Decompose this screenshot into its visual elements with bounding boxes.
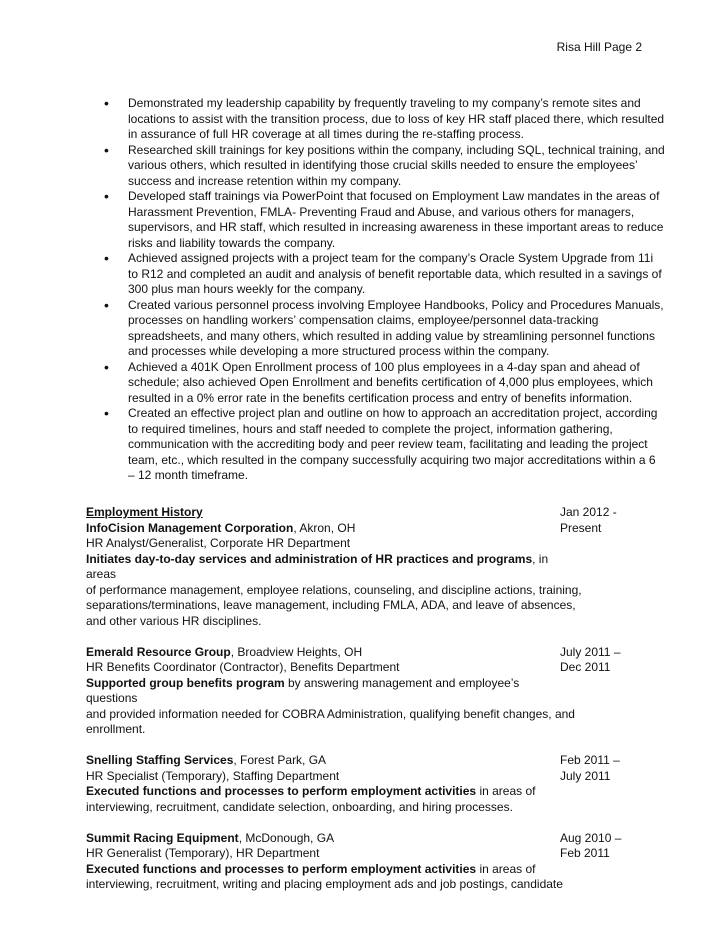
job-entry — [86, 505, 646, 629]
accomplishment-line: – 12 month timeframe. — [128, 468, 249, 482]
job-summary-bold: Executed functions and processes to perform employment activities — [86, 861, 477, 876]
job-role: HR Specialist (Temporary), Staffing Department — [86, 768, 340, 783]
job-summary — [86, 784, 566, 800]
accomplishment-item — [104, 297, 664, 360]
accomplishment-line: to required timelines, hours and staff needed to complete the project, information gathering, — [128, 421, 613, 436]
company-line — [86, 521, 556, 537]
job-dates — [560, 505, 650, 536]
company-name: InfoCision Management Corporation — [86, 520, 294, 535]
accomplishment-line: • Developed staff trainings via PowerPoint that focused on Employment Law mandates in the areas of — [128, 189, 660, 203]
company-location: , Forest Park, GA — [233, 753, 327, 767]
job-summary — [86, 552, 566, 583]
accomplishment-item — [104, 251, 662, 298]
job-date-start: Jan 2012 - — [560, 505, 617, 519]
job-date-end: Present — [560, 520, 602, 535]
job-date-end: Feb 2011 — [560, 846, 610, 860]
accomplishment-item — [104, 359, 653, 407]
accomplishment-line: and processes while developing a more structured process within the company. — [128, 344, 550, 358]
page-header: Risa Hill Page 2 — [556, 40, 642, 54]
accomplishment-line: locations to assist with the transition process, due to loss of key HR staff placed there, which resulted — [128, 111, 665, 126]
accomplishment-line: • Created an effective project plan and outline on how to approach an accreditation project, according — [128, 406, 658, 420]
job-date-start: July 2011 – — [560, 644, 621, 659]
accomplishment-line: success and increase retention within my company. — [128, 173, 402, 188]
company-location: , McDonough, GA — [238, 830, 335, 845]
job-entry — [86, 831, 646, 893]
accomplishment-line: • Achieved assigned projects with a project team for the company’s Oracle System Upgrade from 11i — [128, 251, 654, 265]
employment-history-section — [86, 505, 646, 908]
job-detail-line: separations/terminations, leave management, including FMLA, ADA, and leave of absences, — [86, 598, 576, 612]
section-title: Employment History — [86, 505, 203, 519]
job-detail-line: interviewing, recruitment, candidate selection, onboarding, and hiring processes. — [86, 799, 513, 814]
accomplishment-line: supervisors, and HR staff, which resulted in increasing awareness in these important areas to reduce — [128, 220, 664, 234]
accomplishment-line: processes on handling workers’ compensation claims, employee/personnel data-tracking — [128, 313, 599, 327]
job-entry — [86, 753, 646, 815]
company-name: Snelling Staffing Services — [86, 753, 234, 767]
job-dates — [560, 831, 650, 862]
accomplishment-line: resulted in a 0% error rate in the benefits certification process and entry of benefits information. — [128, 390, 633, 405]
job-detail-line: of performance management, employee relations, counseling, and discipline actions, training, — [86, 582, 582, 597]
job-role: HR Generalist (Temporary), HR Department — [86, 846, 320, 860]
accomplishment-line: • Researched skill trainings for key positions within the company, including SQL, technical training, and — [128, 142, 665, 157]
accomplishment-line: spreadsheets, and many others, which resulted in adding value by streamlining personnel functions — [128, 328, 655, 343]
accomplishment-line: • Achieved a 401K Open Enrollment process of 100 plus employees in a 4-day span and ahead of — [128, 359, 640, 374]
accomplishment-item — [104, 189, 664, 251]
job-role: HR Benefits Coordinator (Contractor), Benefits Department — [86, 660, 400, 674]
accomplishment-line: risks and liability towards the company. — [128, 235, 336, 250]
accomplishment-line: Harassment Prevention, FMLA- Preventing Fraud and Abuse, and various others for managers, — [128, 204, 635, 219]
job-summary-rest: by answering management and employee’s questions — [86, 675, 520, 705]
job-summary — [86, 676, 566, 707]
job-date-start: Aug 2010 – — [560, 830, 622, 845]
company-line — [86, 831, 556, 847]
accomplishment-item — [104, 96, 665, 143]
job-detail-line: and other various HR disciplines. — [86, 613, 262, 628]
job-summary-bold: Executed functions and processes to perform employment activities — [86, 784, 477, 798]
job-detail-line: interviewing, recruitment, writing and placing employment ads and job postings, candidate — [86, 877, 563, 891]
job-dates — [560, 753, 650, 784]
accomplishments-list — [104, 96, 665, 484]
accomplishment-line: in assurance of full HR coverage at all times during the re-staffing process. — [128, 127, 524, 141]
accomplishment-item — [104, 406, 658, 484]
job-details — [86, 644, 575, 738]
job-date-end: July 2011 — [560, 768, 611, 783]
company-line — [86, 645, 556, 661]
job-summary — [86, 862, 566, 878]
accomplishment-line: various others, which resulted in identifying those crucial skills needed to ensure the employees’ — [128, 158, 638, 172]
accomplishment-line: to R12 and completed an audit and analysis of benefit reportable data, which resulted in a savings of — [128, 266, 662, 281]
accomplishment-item — [104, 142, 665, 190]
job-summary-bold: Supported group benefits program — [86, 675, 285, 690]
job-entry — [86, 645, 646, 738]
accomplishment-line: communication with the accrediting body and peer review team, facilitating and leading the project — [128, 437, 648, 451]
job-date-start: Feb 2011 – — [560, 753, 620, 767]
job-summary-rest: in areas of — [476, 784, 536, 798]
job-details — [86, 830, 563, 893]
job-detail-line: and provided information needed for COBRA Administration, qualifying benefit changes, and — [86, 706, 575, 721]
job-details — [86, 753, 556, 815]
job-summary-rest: in areas of — [476, 861, 536, 876]
accomplishment-line: 300 plus man hours weekly for the company. — [128, 282, 366, 296]
company-name: Summit Racing Equipment — [86, 830, 239, 845]
job-summary-bold: Initiates day-to-day services and administration of HR practices and programs — [86, 551, 533, 566]
accomplishment-line: • Created various personnel process involving Employee Handbooks, Policy and Procedures Manuals, — [128, 297, 664, 312]
company-line — [86, 753, 556, 769]
accomplishment-line: • Demonstrated my leadership capability by frequently traveling to my company’s remote sites and — [128, 96, 641, 110]
job-summary-rest: , in areas — [86, 551, 549, 581]
accomplishment-line: team, etc., which resulted in the company successfully acquiring two major accreditations within a 6 — [128, 452, 656, 467]
job-date-end: Dec 2011 — [560, 660, 611, 674]
company-location: , Akron, OH — [293, 520, 356, 535]
company-name: Emerald Resource Group — [86, 644, 231, 659]
job-dates — [560, 645, 650, 676]
job-role: HR Analyst/Generalist, Corporate HR Department — [86, 536, 351, 550]
accomplishment-line: schedule; also achieved Open Enrollment and benefits certification of 4,000 plus employees, which — [128, 375, 653, 389]
job-detail-line: enrollment. — [86, 722, 146, 736]
company-location: , Broadview Heights, OH — [230, 644, 363, 659]
